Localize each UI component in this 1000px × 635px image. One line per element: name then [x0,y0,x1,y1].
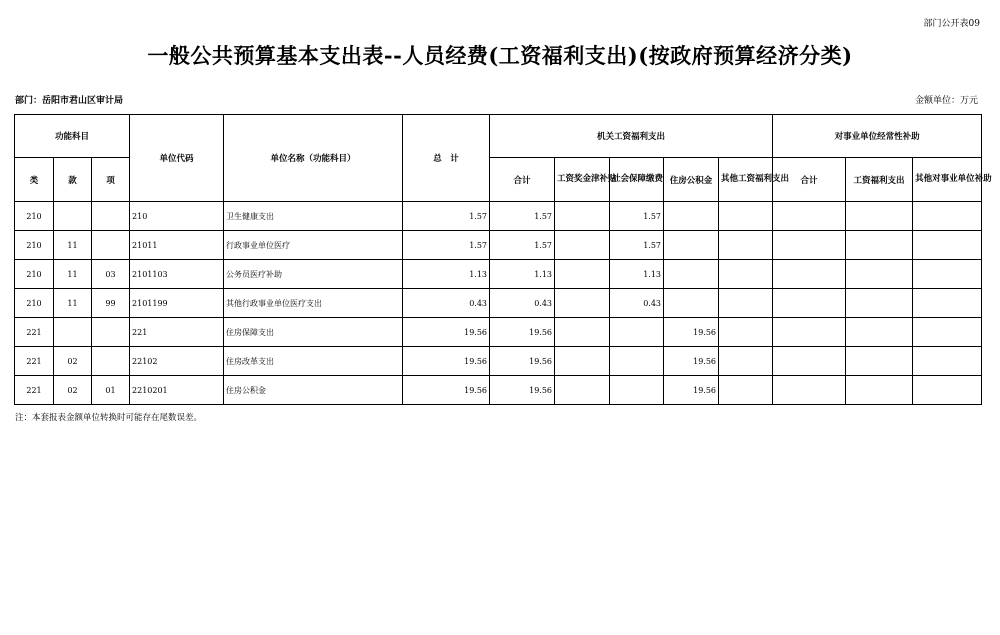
cell-institution-other [913,376,982,405]
cell-total: 0.43 [403,289,490,318]
cell-lei: 221 [15,318,54,347]
cell-unit-code: 221 [130,318,224,347]
header-lei: 类 [15,158,54,202]
cell-kuan [54,202,92,231]
cell-xiang [92,347,130,376]
cell-agency-housing-fund: 19.56 [664,376,719,405]
cell-agency-subtotal: 19.56 [490,318,555,347]
cell-agency-subtotal: 19.56 [490,376,555,405]
cell-unit-name: 卫生健康支出 [224,202,403,231]
cell-total: 19.56 [403,347,490,376]
cell-institution-wage [846,318,913,347]
cell-agency-other [719,202,773,231]
header-institution-subsidy: 对事业单位经常性补助 [773,115,982,158]
cell-lei: 210 [15,231,54,260]
budget-table [14,114,992,405]
cell-kuan: 02 [54,347,92,376]
cell-unit-name: 行政事业单位医疗 [224,231,403,260]
cell-unit-code: 22102 [130,347,224,376]
header-unit-name: 单位名称（功能科目） [224,115,403,202]
header-institution-other: 其他对事业单位补助 [913,158,982,202]
header-agency-subtotal: 合计 [490,158,555,202]
cell-agency-subtotal: 1.57 [490,202,555,231]
header-institution-wage: 工资福利支出 [846,158,913,202]
cell-unit-name: 住房保障支出 [224,318,403,347]
cell-total: 1.57 [403,231,490,260]
cell-lei: 221 [15,347,54,376]
cell-total: 1.57 [403,202,490,231]
cell-agency-other [719,318,773,347]
cell-agency-social-security: 1.57 [610,202,664,231]
cell-agency-social-security: 1.13 [610,260,664,289]
table-row [15,318,982,347]
cell-total: 1.13 [403,260,490,289]
cell-agency-social-security [610,376,664,405]
cell-agency-bonus [555,202,610,231]
cell-unit-name: 公务员医疗补助 [224,260,403,289]
cell-agency-social-security: 1.57 [610,231,664,260]
cell-agency-bonus [555,347,610,376]
table-row [15,376,982,405]
cell-xiang: 01 [92,376,130,405]
header-agency-bonus: 工资奖金津补贴 [555,158,610,202]
cell-agency-subtotal: 19.56 [490,347,555,376]
cell-agency-housing-fund: 19.56 [664,318,719,347]
cell-institution-subtotal [773,318,846,347]
header-total: 总 计 [403,115,490,202]
cell-lei: 210 [15,260,54,289]
cell-institution-wage [846,260,913,289]
cell-agency-subtotal: 1.57 [490,231,555,260]
cell-xiang [92,202,130,231]
cell-agency-bonus [555,376,610,405]
header-kuan: 款 [54,158,92,202]
cell-institution-subtotal [773,260,846,289]
department-label: 部门：岳阳市君山区审计局 [15,96,124,106]
cell-institution-subtotal [773,376,846,405]
cell-agency-bonus [555,260,610,289]
cell-xiang: 99 [92,289,130,318]
header-xiang: 项 [92,158,130,202]
cell-unit-code: 2210201 [130,376,224,405]
cell-xiang: 03 [92,260,130,289]
cell-institution-other [913,202,982,231]
header-agency-other: 其他工资福利支出 [719,158,773,202]
cell-institution-other [913,289,982,318]
table-number-label: 部门公开表09 [923,19,980,29]
header-agency-social-security: 社会保障缴费 [610,158,664,202]
cell-agency-other [719,289,773,318]
cell-institution-wage [846,347,913,376]
cell-xiang [92,231,130,260]
cell-total: 19.56 [403,318,490,347]
table-row [15,202,982,231]
cell-total: 19.56 [403,376,490,405]
table-row [15,289,982,318]
cell-agency-social-security [610,347,664,376]
cell-agency-social-security: 0.43 [610,289,664,318]
table-row [15,260,982,289]
cell-institution-wage [846,376,913,405]
cell-agency-other [719,260,773,289]
cell-institution-other [913,347,982,376]
table-row [15,347,982,376]
cell-agency-housing-fund [664,260,719,289]
cell-agency-other [719,347,773,376]
table-row [15,231,982,260]
cell-unit-code: 210 [130,202,224,231]
cell-unit-name: 住房公积金 [224,376,403,405]
cell-agency-other [719,376,773,405]
cell-agency-social-security [610,318,664,347]
cell-institution-subtotal [773,289,846,318]
cell-agency-bonus [555,289,610,318]
header-institution-subtotal: 合计 [773,158,846,202]
cell-agency-housing-fund [664,231,719,260]
cell-institution-subtotal [773,202,846,231]
cell-lei: 210 [15,202,54,231]
header-agency-housing-fund: 住房公积金 [664,158,719,202]
cell-unit-code: 2101103 [130,260,224,289]
cell-agency-bonus [555,318,610,347]
header-unit-code: 单位代码 [130,115,224,202]
cell-lei: 221 [15,376,54,405]
cell-institution-wage [846,202,913,231]
cell-lei: 210 [15,289,54,318]
cell-kuan: 11 [54,289,92,318]
cell-kuan: 11 [54,260,92,289]
cell-institution-wage [846,289,913,318]
cell-kuan: 02 [54,376,92,405]
cell-institution-wage [846,231,913,260]
cell-institution-other [913,318,982,347]
cell-agency-housing-fund [664,202,719,231]
footnote: 注：本套报表金额单位转换时可能存在尾数误差。 [15,413,203,423]
cell-agency-other [719,231,773,260]
header-agency-wage-welfare: 机关工资福利支出 [490,115,773,158]
cell-unit-code: 21011 [130,231,224,260]
cell-unit-code: 2101199 [130,289,224,318]
amount-unit-label: 金额单位：万元 [914,96,978,106]
cell-institution-other [913,231,982,260]
cell-xiang [92,318,130,347]
cell-kuan [54,318,92,347]
cell-kuan: 11 [54,231,92,260]
cell-unit-name: 住房改革支出 [224,347,403,376]
header-function-subject: 功能科目 [15,115,130,158]
cell-institution-subtotal [773,347,846,376]
cell-agency-subtotal: 0.43 [490,289,555,318]
cell-agency-housing-fund [664,289,719,318]
cell-institution-other [913,260,982,289]
cell-agency-housing-fund: 19.56 [664,347,719,376]
cell-institution-subtotal [773,231,846,260]
cell-unit-name: 其他行政事业单位医疗支出 [224,289,403,318]
cell-agency-bonus [555,231,610,260]
page-title: 一般公共预算基本支出表--人员经费(工资福利支出)(按政府预算经济分类) [147,43,853,68]
cell-agency-subtotal: 1.13 [490,260,555,289]
